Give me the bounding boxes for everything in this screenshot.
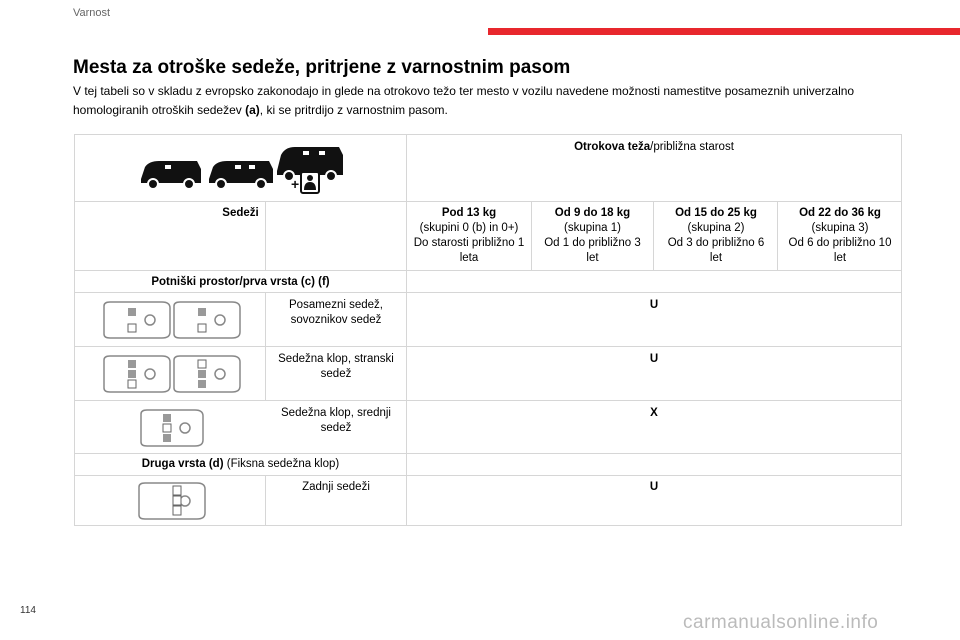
seats-header xyxy=(75,206,406,221)
col-divider xyxy=(653,201,654,270)
seat-layout-icon xyxy=(135,481,209,521)
group-name: (skupini 0 (b) in 0+) xyxy=(419,222,519,234)
intro-paragraph xyxy=(73,82,903,120)
seat-layout-icon xyxy=(100,354,244,394)
watermark: carmanualsonline.info xyxy=(683,612,879,633)
row-label: Zadnji sedeži xyxy=(302,481,370,493)
weight-header-bold: Otrokova teža xyxy=(574,141,651,153)
col-divider xyxy=(531,201,532,270)
intro-text-2: , ki se pritrdijo z varnostnim pasom. xyxy=(259,103,448,117)
intro-ref: (a) xyxy=(245,103,260,117)
intro-text-1: V tej tabeli so v skladu z evropsko zakonodajo in glede na otrokovo težo ter mesto v vozilu navedene možnosti namestitve posameznih univerzalno homologiranih otroških sedežev xyxy=(73,84,855,117)
section-label: Varnost xyxy=(73,7,111,19)
row-label: Sedežna klop, stranski sedež xyxy=(278,353,394,380)
row-label: Posamezni sedež, sovoznikov sedež xyxy=(289,299,383,326)
group-name: (skupina 3) xyxy=(811,222,869,234)
col-divider xyxy=(265,475,266,525)
svg-text:+: + xyxy=(291,176,300,192)
header-accent-bar xyxy=(488,28,960,35)
group-2-header xyxy=(664,206,768,266)
row-value xyxy=(407,352,901,367)
group-age: Do starosti približno 1 leta xyxy=(413,237,525,264)
group-name: (skupina 1) xyxy=(564,222,621,234)
child-seat-icon xyxy=(291,169,321,195)
weight-header xyxy=(407,140,901,155)
col-divider xyxy=(406,135,407,525)
group-age: Od 6 do približno 10 let xyxy=(788,237,892,264)
row-value xyxy=(407,480,901,495)
row-divider xyxy=(75,475,901,476)
group-0-header xyxy=(407,206,531,266)
section-second-row xyxy=(75,457,406,472)
weight-header-rest: /približna starost xyxy=(650,141,734,153)
col-divider xyxy=(265,292,266,400)
section-second-row-rest: (Fiksna sedežna klop) xyxy=(223,458,340,470)
group-weight: Pod 13 kg xyxy=(441,207,497,219)
row-divider xyxy=(75,453,901,454)
group-name: (skupina 2) xyxy=(687,222,745,234)
seat-layout-icon xyxy=(100,300,244,340)
row-divider xyxy=(75,292,901,293)
group-weight: Od 9 do 18 kg xyxy=(554,207,631,219)
seat-layout-icon xyxy=(137,408,207,448)
row-label: Sedežna klop, srednji sedež xyxy=(281,407,391,434)
seats-header-label: Sedeži xyxy=(222,207,259,219)
group-weight: Od 15 do 25 kg xyxy=(675,207,757,219)
col-divider xyxy=(777,201,778,270)
group-age: Od 1 do približno 3 let xyxy=(544,237,641,264)
child-seat-table xyxy=(74,134,902,526)
section-second-row-bold: Druga vrsta (d) xyxy=(141,458,224,470)
row-value-text: U xyxy=(649,299,659,311)
row-divider xyxy=(75,400,901,401)
group-weight: Od 22 do 36 kg xyxy=(799,207,881,219)
row-divider xyxy=(75,270,901,271)
page-title: Mesta za otroške sedeže, pritrjene z varnostnim pasom xyxy=(73,57,571,78)
row-value xyxy=(407,406,901,421)
section-first-row-label: Potniški prostor/prva vrsta (c) (f) xyxy=(151,276,330,288)
group-3-header xyxy=(788,206,892,266)
group-1-header xyxy=(541,206,644,266)
row-value-text: U xyxy=(649,481,659,493)
group-age: Od 3 do približno 6 let xyxy=(667,237,765,264)
row-value-text: U xyxy=(649,353,659,365)
row-value-text: X xyxy=(650,407,658,419)
row-divider xyxy=(75,346,901,347)
section-first-row xyxy=(75,275,406,290)
page-number: 114 xyxy=(20,605,36,616)
row-value xyxy=(407,298,901,313)
